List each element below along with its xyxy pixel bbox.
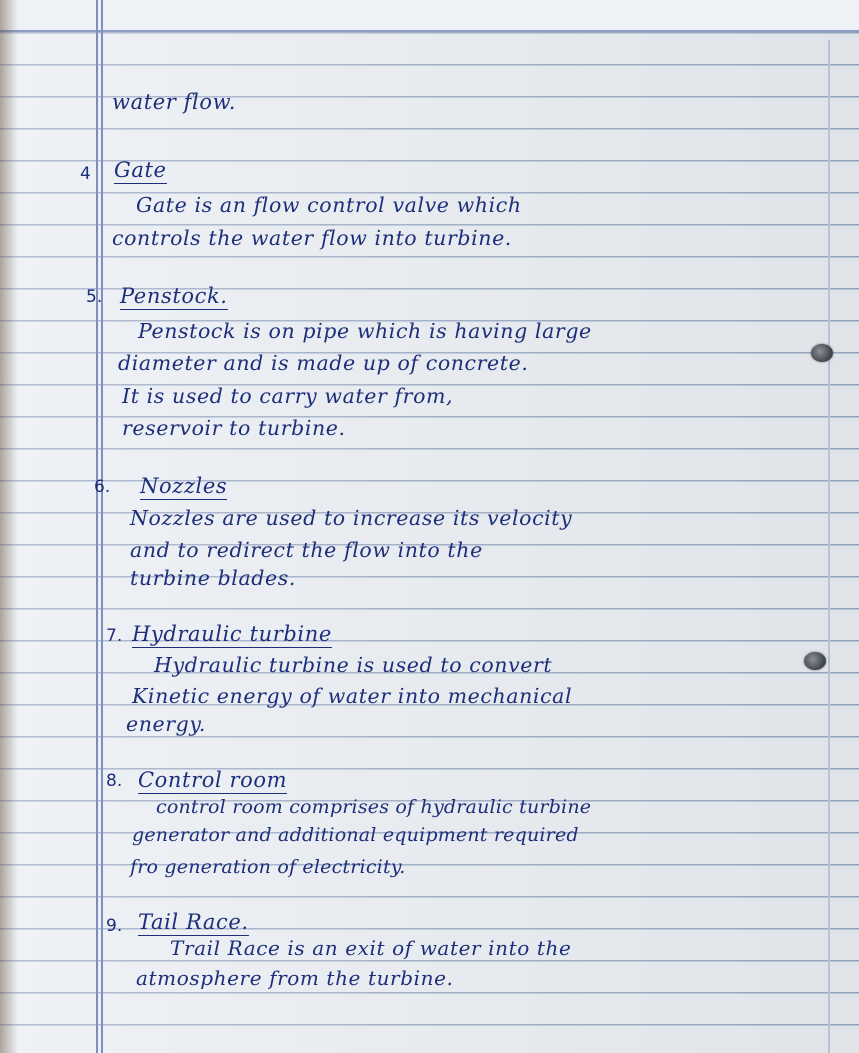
section-number: 7.: [106, 626, 123, 646]
section-line: It is used to carry water from,: [122, 384, 454, 408]
section-heading: Control room: [138, 768, 288, 792]
section-line: reservoir to turbine.: [122, 416, 346, 440]
section-line: energy.: [126, 712, 206, 736]
section-line: Nozzles are used to increase its velocity: [130, 506, 573, 530]
section-heading: Tail Race.: [138, 910, 249, 934]
section-line: control room comprises of hydraulic turbine: [156, 796, 592, 818]
page-left-shadow: [0, 0, 18, 1053]
section-line: and to redirect the flow into the: [130, 538, 483, 562]
section-line: Kinetic energy of water into mechanical: [132, 684, 573, 708]
section-line: generator and additional equipment required: [132, 824, 579, 846]
margin-line: [96, 0, 98, 1053]
section-heading: Nozzles: [140, 474, 228, 498]
section-line: controls the water flow into turbine.: [112, 226, 512, 250]
section-line: diameter and is made up of concrete.: [118, 351, 529, 375]
section-line: Gate is an flow control valve which: [136, 193, 522, 217]
section-number: 8.: [106, 771, 123, 791]
carryover-text: water flow.: [112, 90, 236, 114]
page-top-edge: [0, 0, 859, 32]
margin-line: [101, 0, 103, 1053]
section-line: Penstock is on pipe which is having large: [138, 319, 592, 343]
punch-hole: [804, 652, 826, 670]
section-line: fro generation of electricity.: [130, 856, 406, 878]
section-number: 6.: [94, 477, 111, 497]
punch-hole: [811, 344, 833, 362]
section-heading: Hydraulic turbine: [132, 622, 332, 646]
section-number: 9.: [106, 916, 123, 936]
section-number: 5.: [86, 287, 103, 307]
right-margin-line: [828, 40, 830, 1053]
section-line: turbine blades.: [130, 566, 296, 590]
section-line: atmosphere from the turbine.: [136, 966, 454, 990]
section-line: Trail Race is an exit of water into the: [170, 936, 572, 960]
section-line: Hydraulic turbine is used to convert: [154, 653, 553, 677]
section-heading: Penstock.: [120, 284, 228, 308]
section-heading: Gate: [114, 158, 167, 182]
section-number: 4: [80, 164, 91, 184]
